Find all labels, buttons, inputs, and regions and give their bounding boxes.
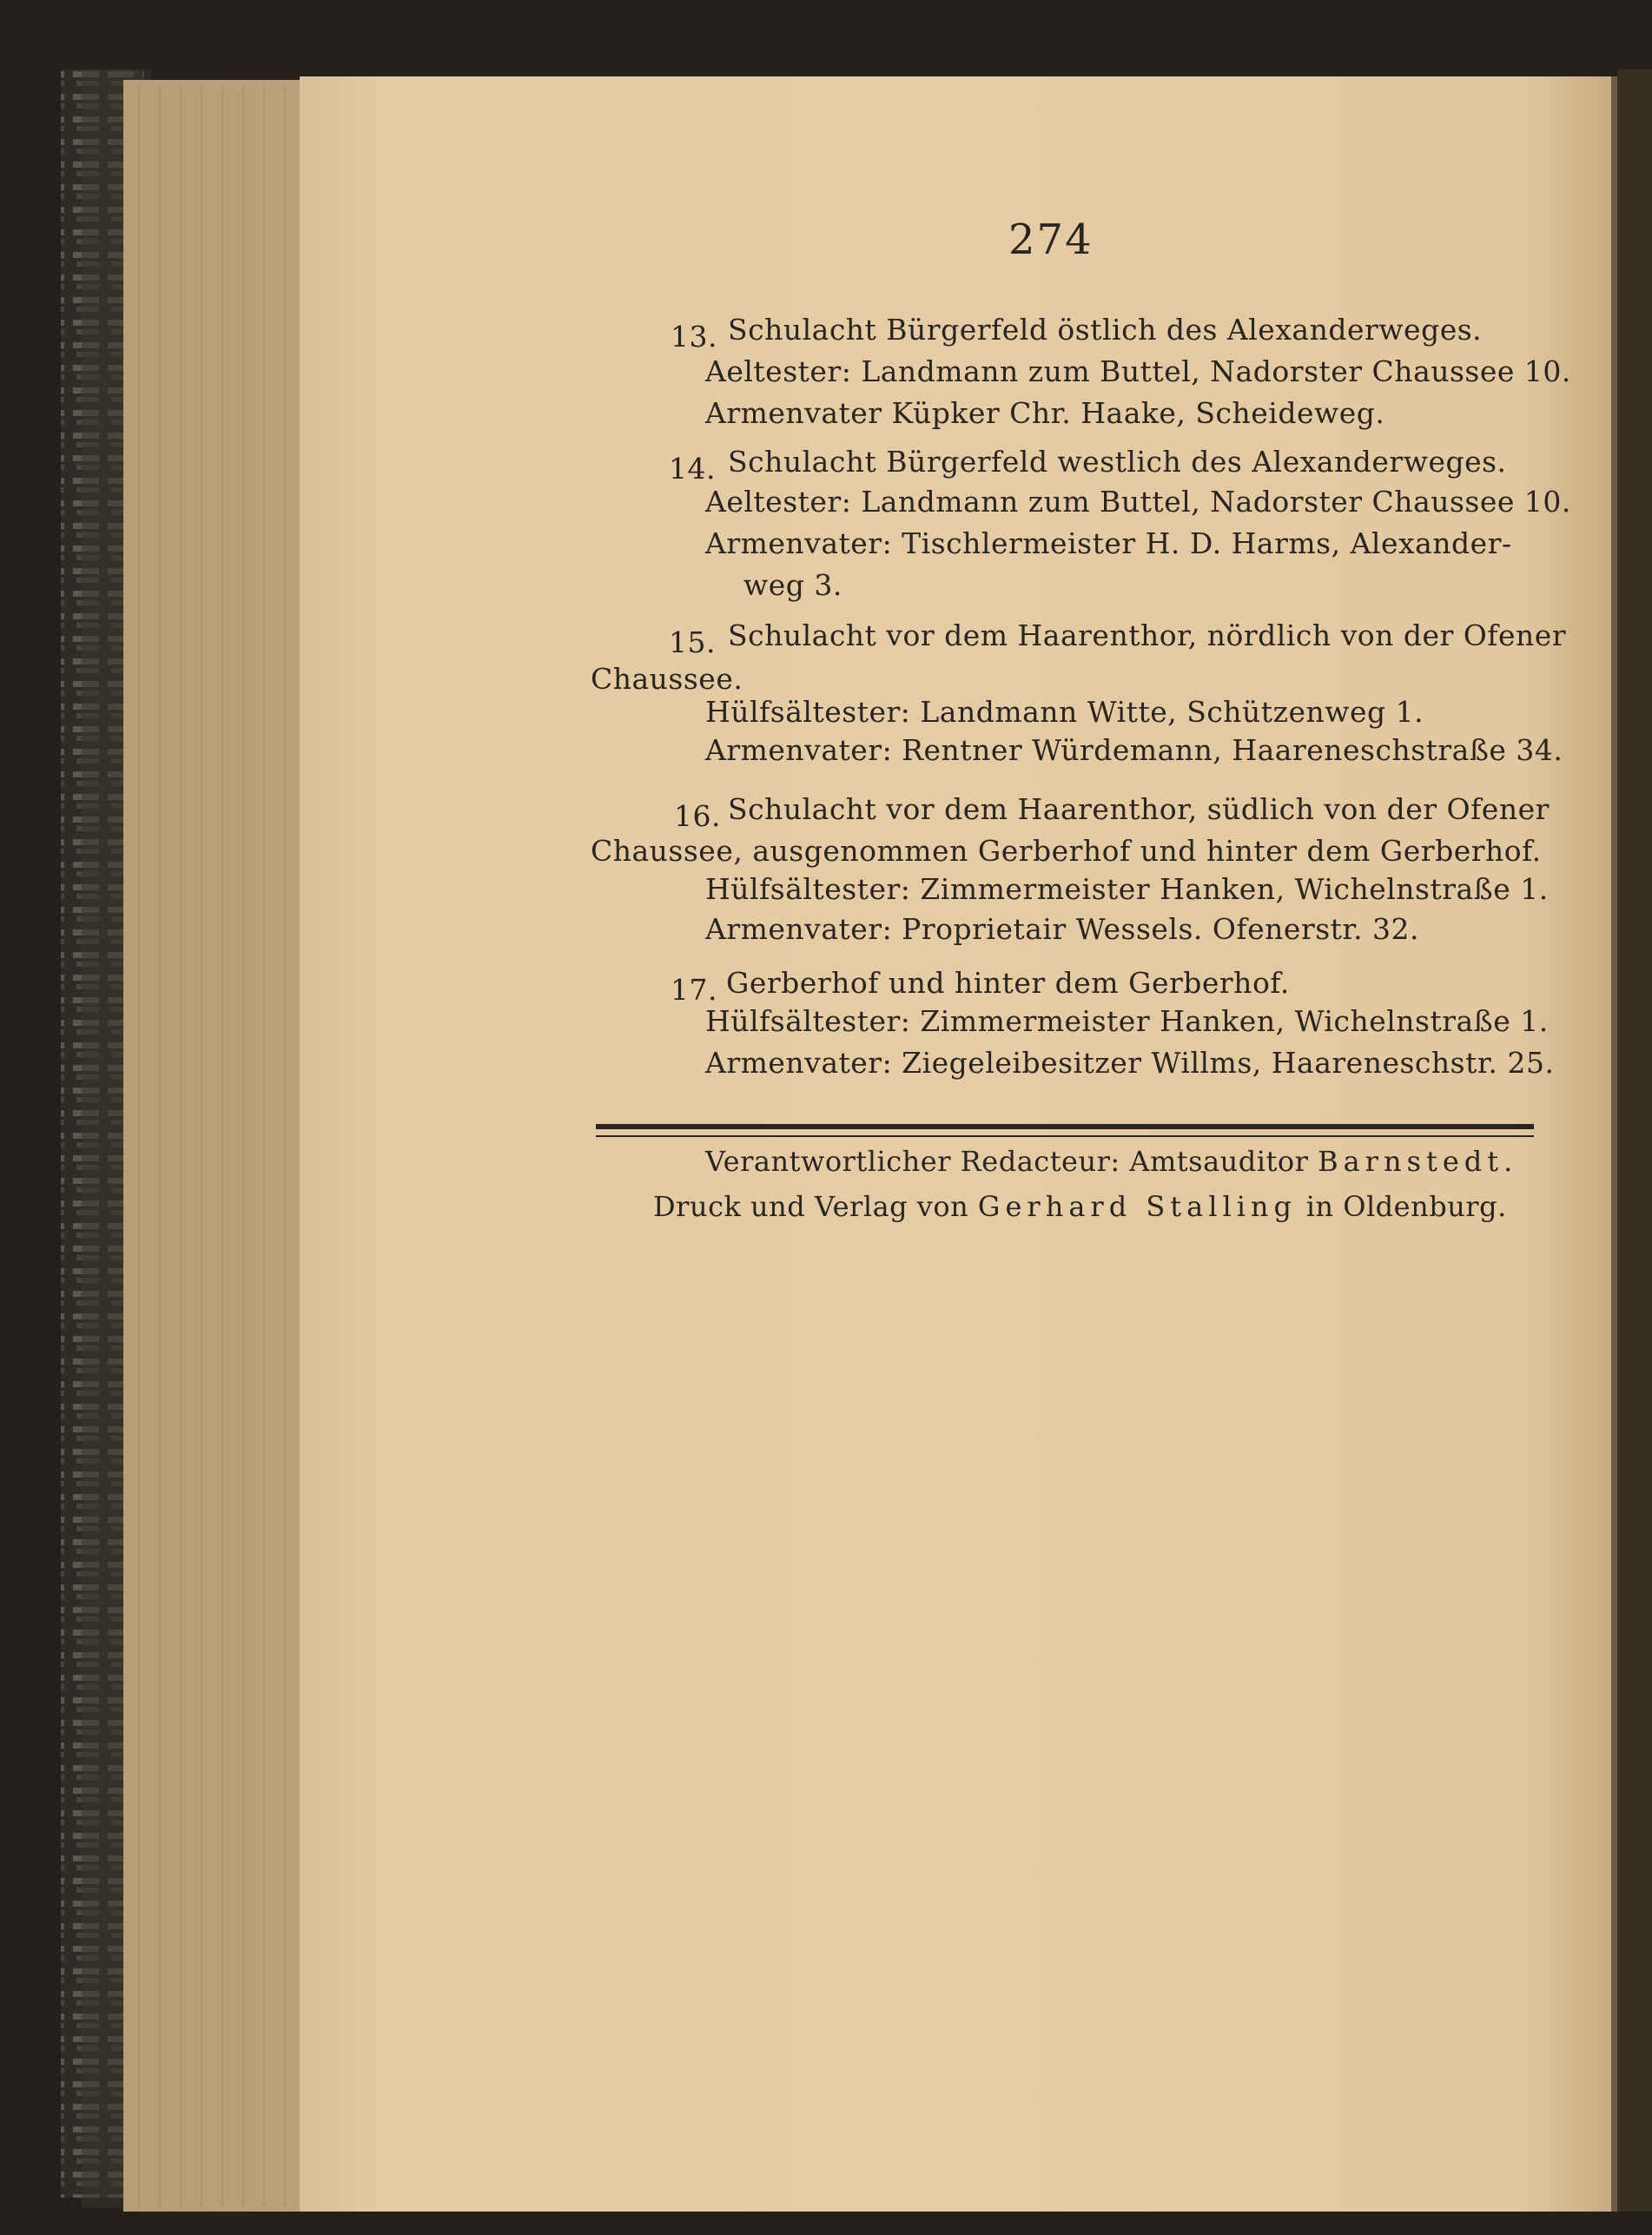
entry-15-line-1: Hülfsältester: Landmann Witte, Schützenweg 1. — [705, 695, 1424, 729]
entry-16-line-2: Armenvater: Proprietair Wessels. Ofenerstr. 32. — [705, 912, 1420, 946]
entry-17-heading: Gerberhof und hinter dem Gerberhof. — [726, 966, 1290, 1000]
entry-13-line-1: Aeltester: Landmann zum Buttel, Nadorster Chaussee 10. — [705, 354, 1571, 388]
footer-printer-line — [653, 1190, 1507, 1223]
entry-15-heading-cont: Chaussee. — [591, 662, 743, 696]
entry-14-line-1: Aeltester: Landmann zum Buttel, Nadorster Chaussee 10. — [705, 485, 1571, 519]
entry-14-number: 14. — [669, 452, 716, 486]
entry-16-line-1: Hülfsältester: Zimmermeister Hanken, Wichelnstraße 1. — [705, 872, 1549, 906]
entry-13-number: 13. — [671, 320, 717, 354]
entry-17-number: 17. — [671, 973, 717, 1007]
footer-editor-line — [705, 1145, 1517, 1178]
entry-15-heading: Schulacht vor dem Haarenthor, nördlich von der Ofener — [728, 618, 1567, 652]
entry-16-number: 16. — [674, 799, 721, 833]
entry-16-heading: Schulacht vor dem Haarenthor, südlich von der Ofener — [728, 792, 1550, 826]
entry-13-line-2: Armenvater Küpker Chr. Haake, Scheideweg. — [705, 396, 1385, 430]
entry-14-line-2: Armenvater: Tischlermeister H. D. Harms, Alexander- — [705, 526, 1512, 560]
footer-printer-pre: Druck und Verlag von — [653, 1190, 969, 1223]
entry-14-line-3: weg 3. — [743, 568, 843, 602]
entry-17-line-1: Hülfsältester: Zimmermeister Hanken, Wichelnstraße 1. — [705, 1004, 1549, 1038]
entry-14-heading: Schulacht Bürgerfeld westlich des Alexanderweges. — [728, 445, 1507, 479]
footer-editor-label: Verantwortlicher Redacteur: Amtsauditor — [705, 1145, 1309, 1178]
footer-printer-name: Gerhard Stalling — [977, 1190, 1298, 1223]
footer-editor-name: Barnstedt. — [1318, 1145, 1518, 1178]
entry-16-heading-cont: Chaussee, ausgenommen Gerberhof und hinter dem Gerberhof. — [591, 834, 1542, 868]
entry-17-line-2: Armenvater: Ziegeleibesitzer Willms, Haareneschstr. 25. — [705, 1046, 1555, 1080]
entry-15-number: 15. — [669, 625, 716, 659]
page-number: 274 — [1008, 215, 1094, 264]
footer-printer-post: in Oldenburg. — [1305, 1190, 1507, 1223]
entry-13-heading: Schulacht Bürgerfeld östlich des Alexanderweges. — [728, 313, 1483, 347]
entry-15-line-2: Armenvater: Rentner Würdemann, Haareneschstraße 34. — [705, 733, 1563, 767]
